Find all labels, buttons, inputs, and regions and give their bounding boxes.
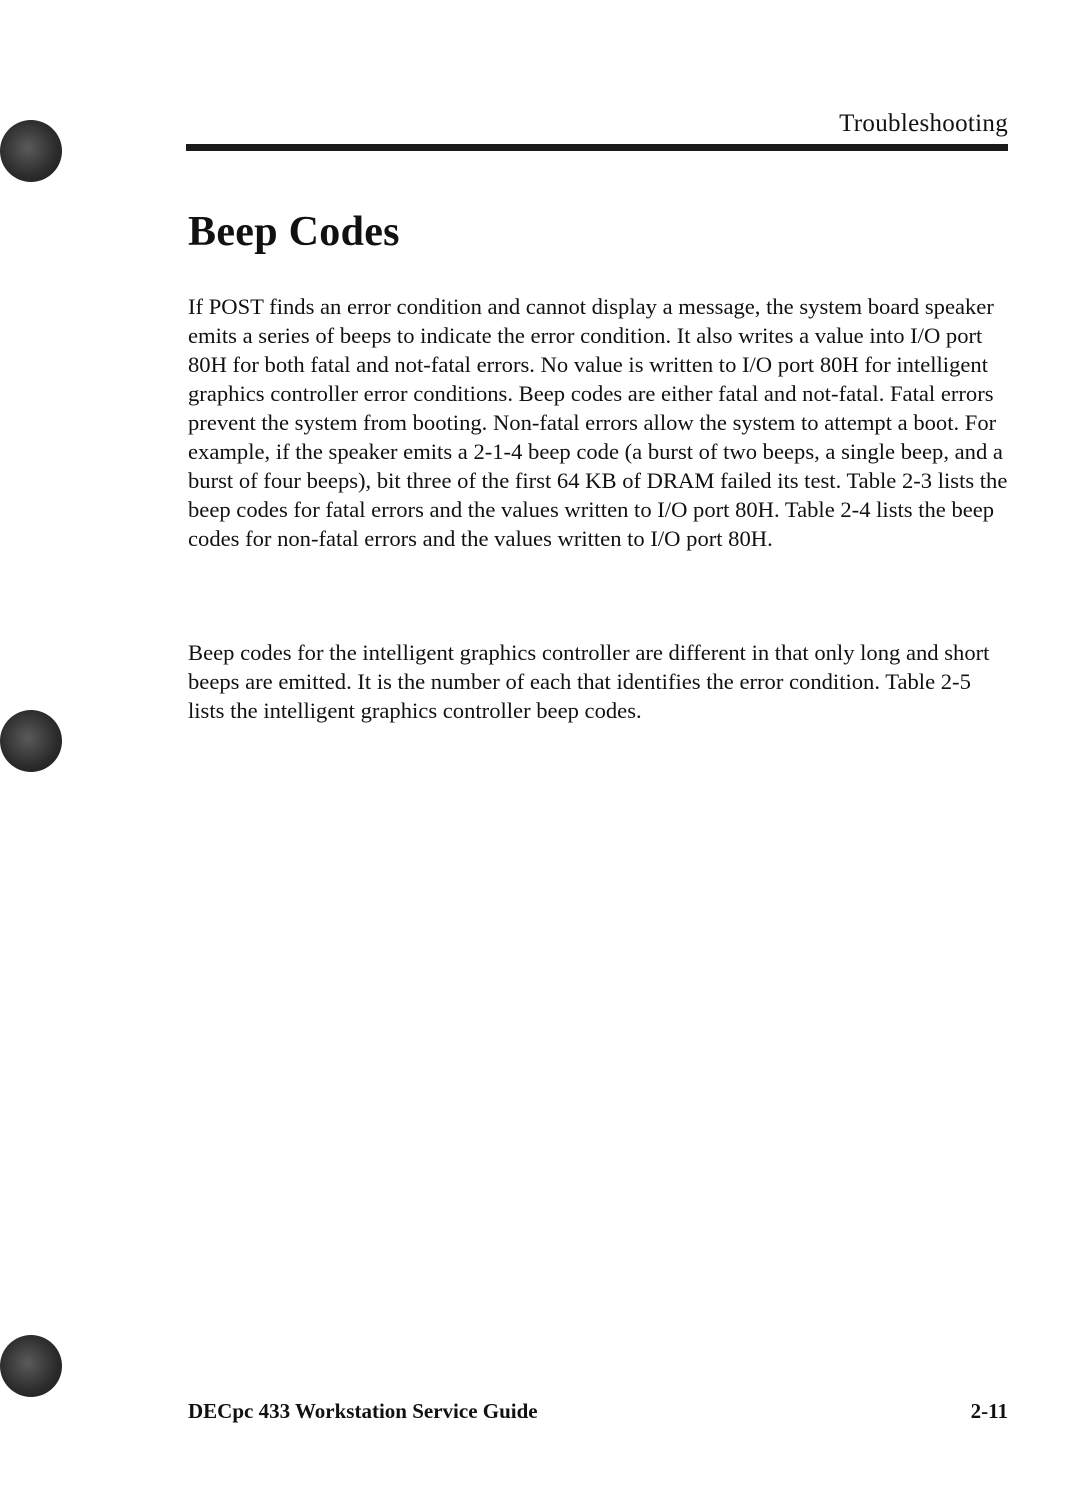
footer-page-number: 2-11 [970, 1399, 1008, 1423]
binder-hole-top [0, 120, 62, 182]
footer-book-title: DECpc 433 Workstation Service Guide [188, 1399, 538, 1423]
binder-hole-middle [0, 710, 62, 772]
header-rule [186, 144, 1008, 151]
section-title: Beep Codes [188, 209, 400, 255]
binder-hole-bottom [0, 1335, 62, 1397]
body-paragraph-1: If POST finds an error condition and cannot display a message, the system board speaker emits a series of beeps to indicate the error condition. It also writes a value into I/O port 80H for both fatal and not-fatal errors. No value is written to I/O port 80H for intelligent graphics controller error conditions. Beep codes are either fatal and not-fatal. Fatal errors prevent the system from booting. Non-fatal errors allow the system to attempt a boot. For example, if the speaker emits a 2-1-4 beep code (a burst of two beeps, a single beep, and a burst of four beeps), bit three of the first 64 KB of DRAM failed its test. Table 2-3 lists the beep codes for fatal errors and the values written to I/O port 80H. Table 2-4 lists the beep codes for non-fatal errors and the values written to I/O port 80H. [188, 294, 1008, 551]
body-paragraph-2: Beep codes for the intelligent graphics controller are different in that only long and short beeps are emitted. It is the number of each that identifies the error condition. Table 2-5 lists the intelligent graphics controller beep codes. [188, 640, 990, 723]
running-header: Troubleshooting [839, 110, 1008, 137]
